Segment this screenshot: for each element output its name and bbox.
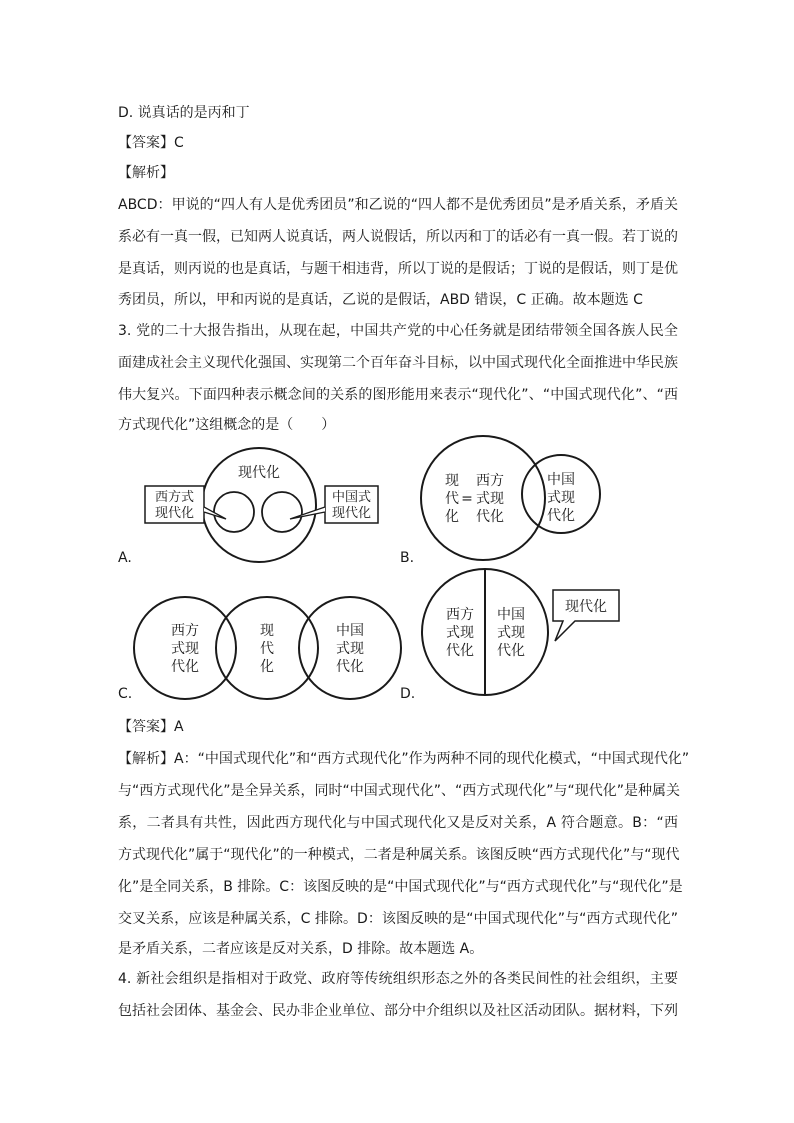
question-3-line: 方式现代化”这组概念的是（ ）: [118, 417, 336, 433]
question-3-line: 面建成社会主义现代化强国、实现第二个百年奋斗目标，以中国式现代化全面推进中华民族: [118, 355, 678, 371]
diagram-a: [118, 448, 378, 566]
circle-label: 现: [260, 623, 274, 639]
analysis-line: 方式现代化”属于“现代化”的一种模式，二者是种属关系。该图反映“西方式现代化”与“现代: [118, 847, 680, 863]
question-4-line: 包括社会团体、基金会、民办非企业单位、部分中介组织以及社区活动团队。据材料，下列: [118, 1003, 678, 1019]
circle-label: 式现: [446, 625, 474, 641]
circle-label: 式现: [476, 491, 504, 507]
circle-label: 中国: [336, 623, 364, 639]
circle-label: 代化: [497, 643, 525, 659]
option-letter: D.: [400, 686, 416, 702]
circle-label: 式现: [171, 641, 199, 657]
diagram-d: [400, 569, 619, 702]
box-label: 现代化: [331, 506, 372, 521]
analysis-line: 与“西方式现代化”是全异关系，同时“中国式现代化”、“西方式现代化”与“现代化”是种属关: [118, 783, 681, 799]
box-label: 中国式: [331, 490, 372, 505]
analysis-label: 【解析】: [118, 165, 174, 181]
analysis-line: 交叉关系，应该是种属关系，C 排除。D：该图反映的是“中国式现代化”与“西方式现代化”: [118, 911, 678, 927]
answer-label: 【答案】C: [118, 135, 184, 151]
analysis-line: ABCD：甲说的“四人有人是优秀团员”和乙说的“四人都不是优秀团员”是矛盾关系，矛盾关: [118, 197, 678, 213]
circle-label: 式现: [336, 641, 364, 657]
inner-circle-western: [214, 492, 254, 532]
circle-label: 化: [445, 509, 459, 525]
circle-label: 代化: [547, 508, 575, 524]
equals-sign: =: [461, 491, 473, 507]
question-3-line: 伟大复兴。下面四种表示概念间的关系的图形能用来表示“现代化”、“中国式现代化”、“西: [118, 387, 678, 403]
circle-label: 代化: [446, 643, 474, 659]
analysis-line: 是矛盾关系，二者应该是反对关系，D 排除。故本题选 A。: [118, 941, 484, 957]
circle-label: 代: [260, 641, 274, 657]
diagram-b: [400, 436, 600, 566]
circle-label: 式现: [497, 625, 525, 641]
circle-label: 化: [260, 659, 274, 675]
circle-label: 代化: [476, 509, 504, 525]
diagram-c: [118, 597, 401, 702]
analysis-line: 是真话，则丙说的也是真话，与题干相违背，所以丁说的是假话；丁说的是假话，则丁是优: [118, 261, 678, 277]
option-letter: B.: [400, 550, 415, 566]
circle-label: 代化: [336, 659, 364, 675]
speech-bubble: [553, 590, 619, 641]
circle-label: 西方: [171, 623, 199, 639]
bubble-label: 现代化: [565, 599, 607, 615]
circle-label: 代: [445, 491, 459, 507]
analysis-line: 化”是全同关系，B 排除。C：该图反映的是“中国式现代化”与“西方式现代化”与“现代化”是: [118, 879, 683, 895]
analysis-line: 【解析】A：“中国式现代化”和“西方式现代化”作为两种不同的现代化模式，“中国式现代化”: [118, 751, 690, 767]
circle-label: 中国: [497, 607, 525, 623]
answer-label: 【答案】A: [118, 719, 184, 735]
circle-label: 代化: [171, 659, 199, 675]
circle-label: 现: [445, 473, 459, 489]
circle-label: 西方: [446, 607, 474, 623]
circle-label: 西方: [476, 473, 504, 489]
box-label: 西方式: [154, 490, 195, 505]
option-letter: C.: [118, 686, 133, 702]
outer-label: 现代化: [238, 465, 280, 481]
question-3-line: 3. 党的二十大报告指出，从现在起，中国共产党的中心任务就是团结带领全国各族人民全: [118, 323, 678, 339]
analysis-line: 系，二者具有共性，因此西方现代化与中国式现代化又是反对关系，A 符合题意。B：“西: [118, 815, 678, 831]
option-letter: A.: [118, 550, 132, 566]
analysis-line: 秀团员，所以，甲和丙说的是真话，乙说的是假话，ABD 错误，C 正确。故本题选 C: [118, 292, 643, 308]
question-4-line: 4. 新社会组织是指相对于政党、政府等传统组织形态之外的各类民间性的社会组织，主要: [118, 971, 678, 987]
callout-pointer: [290, 507, 325, 519]
inner-circle-chinese: [262, 492, 302, 532]
analysis-line: 系必有一真一假，已知两人说真话，两人说假话，所以丙和丁的话必有一真一假。若丁说的: [118, 229, 678, 245]
box-label: 现代化: [154, 506, 195, 521]
circle-label: 中国: [547, 472, 575, 488]
option-d-text: D. 说真话的是丙和丁: [118, 105, 250, 121]
circle-label: 式现: [547, 490, 575, 506]
